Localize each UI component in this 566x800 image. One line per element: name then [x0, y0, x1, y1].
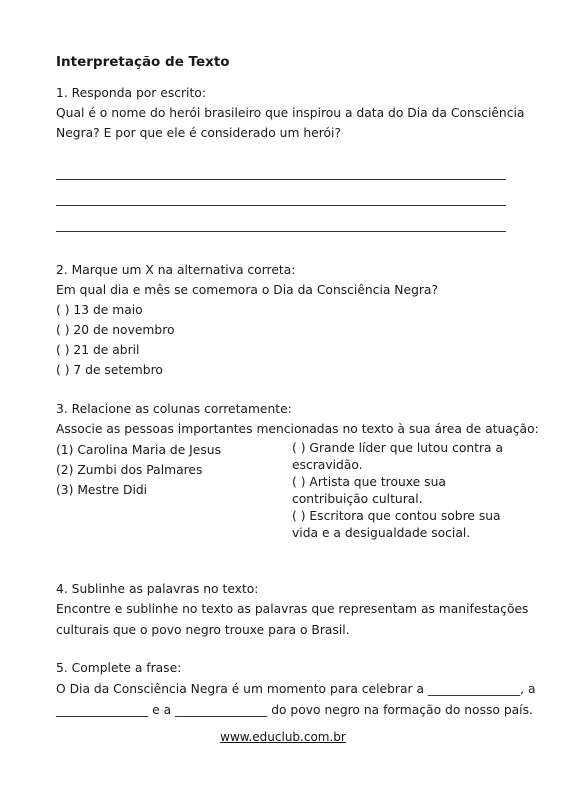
q1-text-line1: Qual é o nome do herói brasileiro que inspirou a data do Dia da Consciência: [56, 106, 525, 120]
q2-heading: 2. Marque um X na alternativa correta:: [56, 263, 296, 277]
q2-question: Em qual dia e mês se comemora o Dia da Consciência Negra?: [56, 283, 438, 297]
q5-text-line1: O Dia da Consciência Negra é um momento para celebrar a _______________, a: [56, 682, 536, 696]
footer-link[interactable]: www.educlub.com.br: [220, 730, 346, 744]
q3-right-item-2: ( ) Artista que trouxe sua contribuição cultural.: [292, 475, 446, 506]
q5-heading: 5. Complete a frase:: [56, 661, 182, 675]
answer-line-2: [56, 205, 506, 206]
q3-right-item-3: ( ) Escritora que contou sobre sua vida e a desigualdade social.: [292, 509, 501, 540]
q1-heading: 1. Responda por escrito:: [56, 86, 206, 100]
q3-left-item-1: (1) Carolina Maria de Jesus: [56, 443, 221, 457]
q2-option-2: ( ) 20 de novembro: [56, 323, 175, 337]
q4-heading: 4. Sublinhe as palavras no texto:: [56, 582, 259, 596]
q3-instruction: Associe as pessoas importantes mencionadas no texto à sua área de atuação:: [56, 422, 539, 436]
q4-text-line2: culturais que o povo negro trouxe para o Brasil.: [56, 623, 350, 637]
q2-option-1: ( ) 13 de maio: [56, 303, 143, 317]
page-title: Interpretação de Texto: [56, 54, 230, 70]
q1-text-line2: Negra? E por que ele é considerado um herói?: [56, 126, 341, 140]
q3-left-item-2: (2) Zumbi dos Palmares: [56, 463, 203, 477]
q3-right-item-1: ( ) Grande líder que lutou contra a escravidão.: [292, 441, 504, 472]
q3-right-column: [292, 440, 507, 542]
q4-text-line1: Encontre e sublinhe no texto as palavras que representam as manifestações: [56, 602, 529, 616]
q5-text-line2: _______________ e a _______________ do povo negro na formação do nosso país.: [56, 703, 533, 717]
q2-option-4: ( ) 7 de setembro: [56, 363, 163, 377]
q3-heading: 3. Relacione as colunas corretamente:: [56, 402, 292, 416]
q3-left-item-3: (3) Mestre Didi: [56, 483, 148, 497]
q2-option-3: ( ) 21 de abril: [56, 343, 140, 357]
answer-line-1: [56, 179, 506, 180]
answer-line-3: [56, 231, 506, 232]
